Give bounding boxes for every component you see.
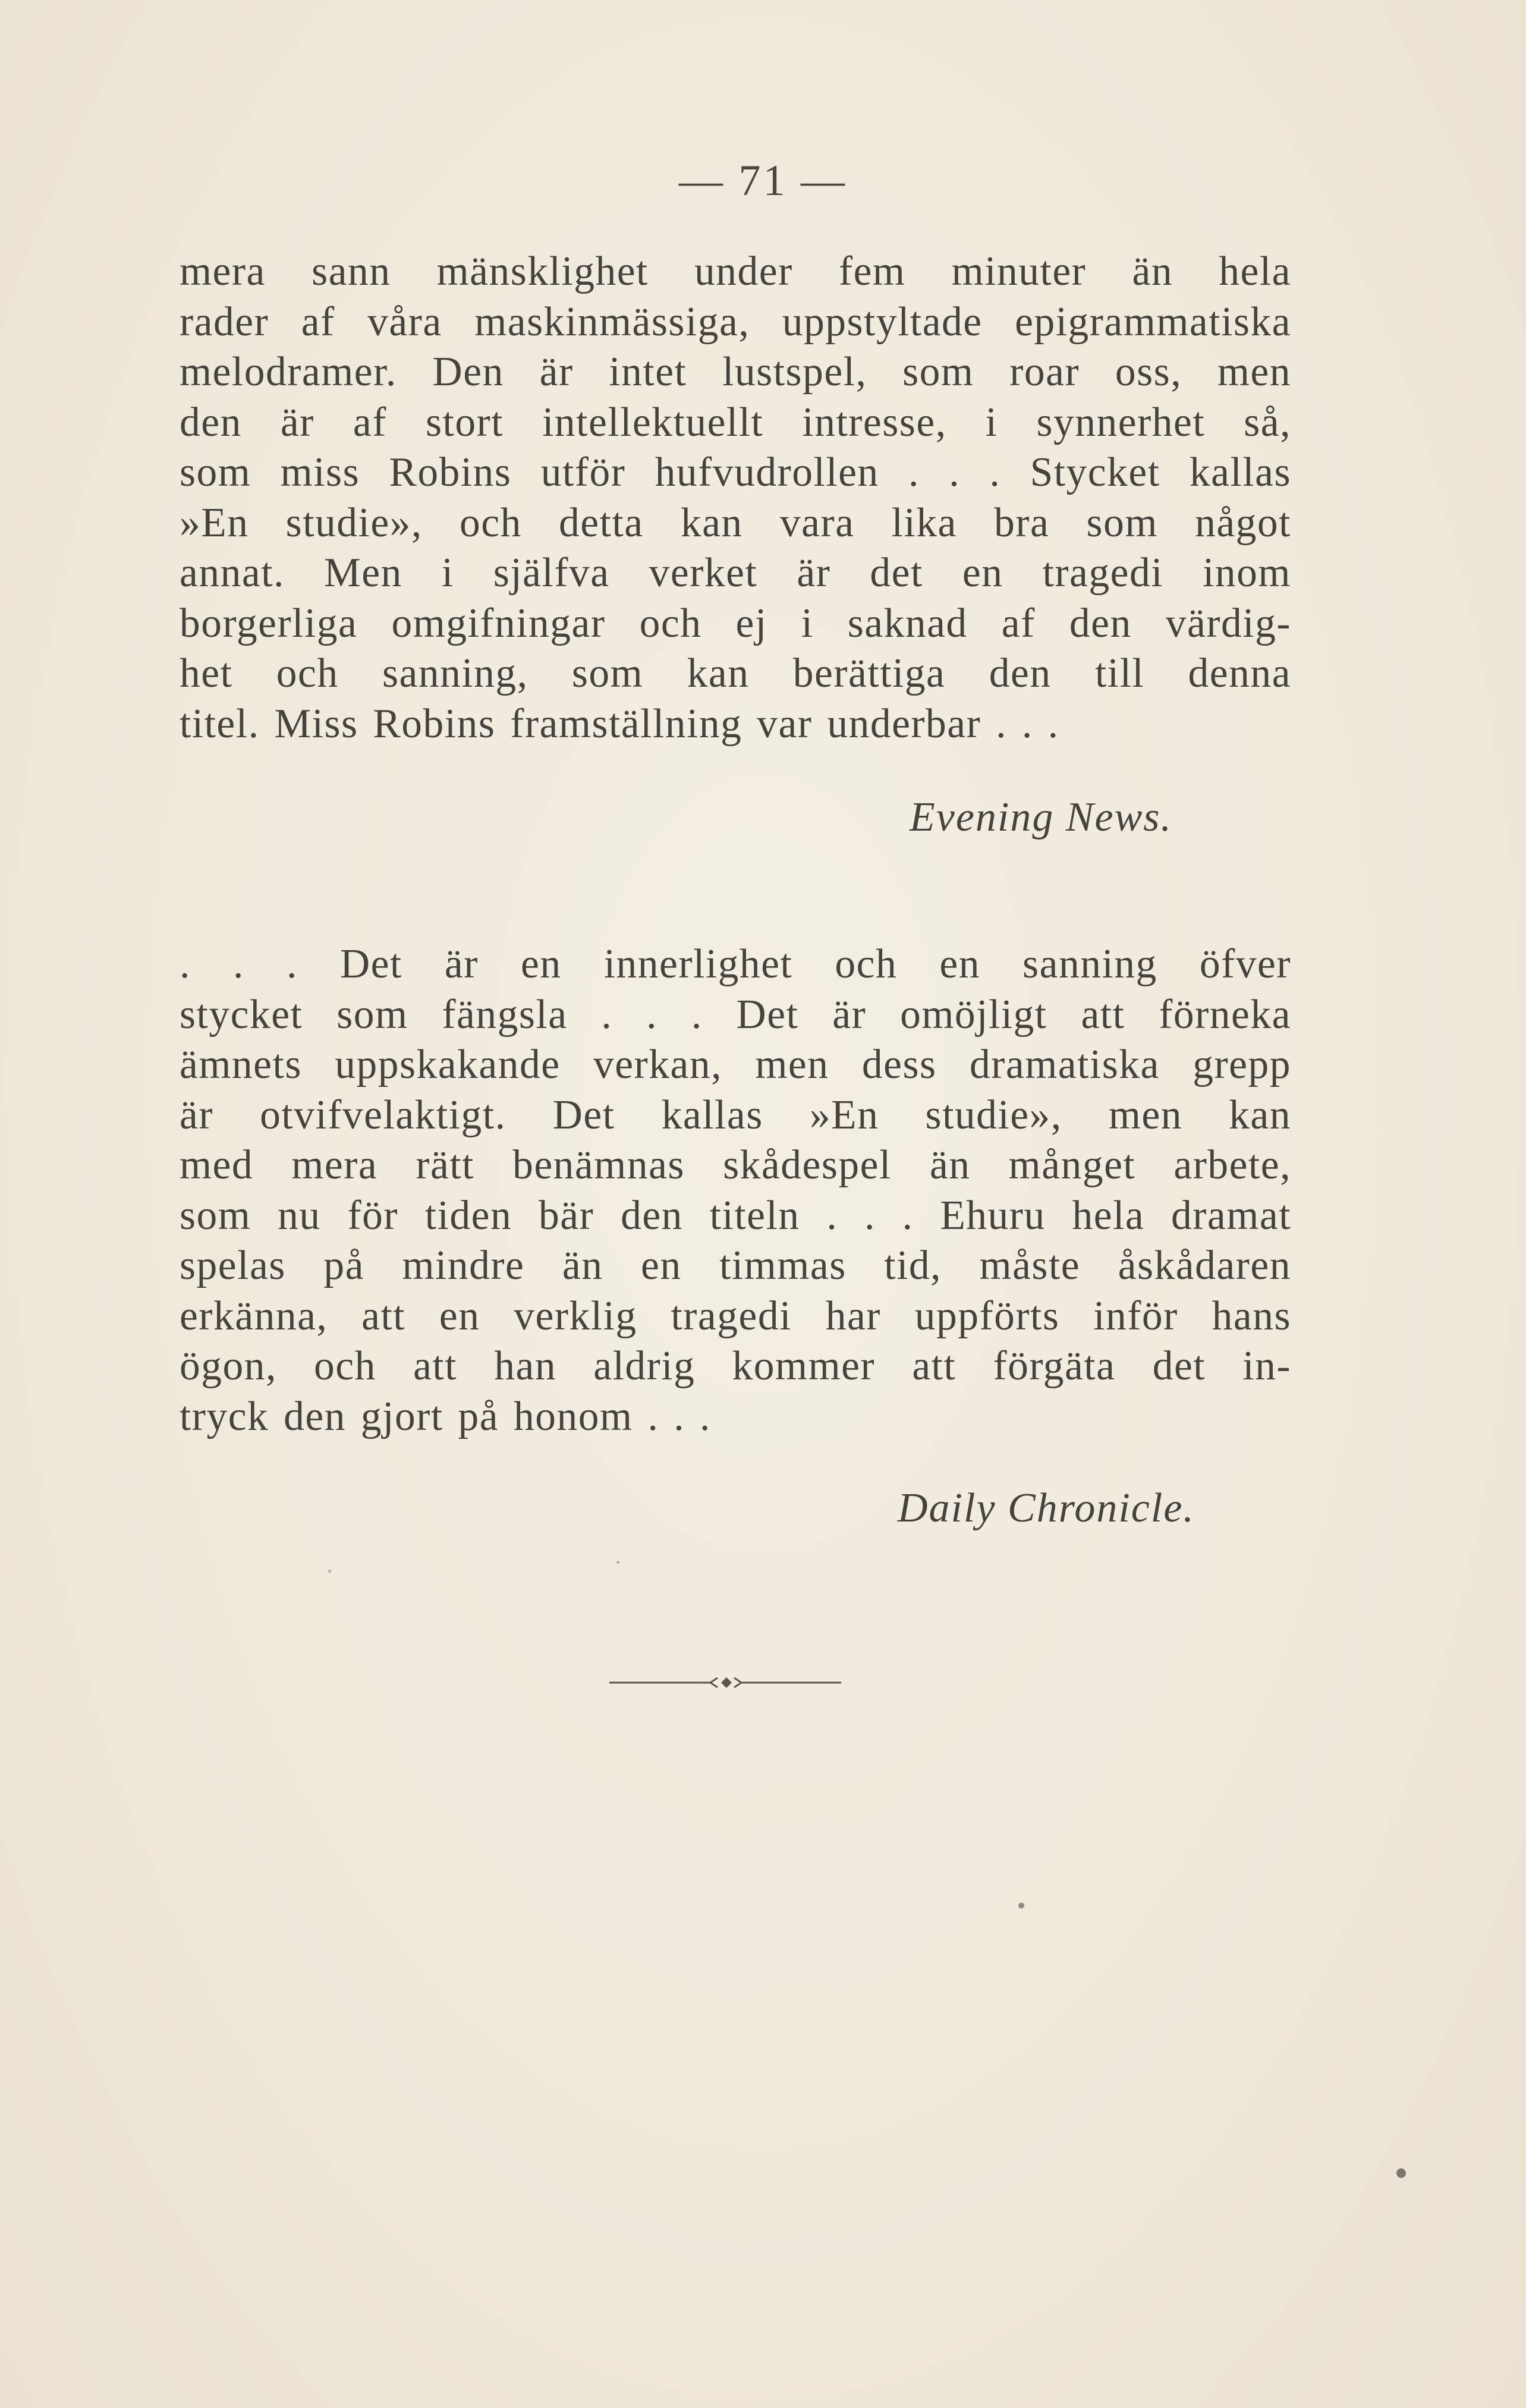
text-line: ämnets uppskakande verkan, men dess dramatiska grepp (180, 1042, 1291, 1087)
text-line: stycket som fängsla . . . Det är omöjligt att förneka (180, 991, 1291, 1038)
paper-speck (328, 1570, 331, 1573)
text-line: erkänna, att en verklig tragedi har uppförts inför hans (180, 1293, 1291, 1339)
text-line: som nu för tiden bär den titeln . . . Ehuru hela dramat (180, 1192, 1291, 1238)
text-line: spelas på mindre än en timmas tid, måste åskådaren (180, 1243, 1291, 1288)
source-attribution: Evening News. (910, 794, 1173, 840)
page-number: — 71 — (679, 156, 847, 205)
text-line: borgerliga omgifningar och ej i saknad af den värdig- (180, 600, 1291, 646)
text-line: annat. Men i själfva verket är det en tragedi inom (180, 550, 1291, 596)
text-line: rader af våra maskinmässiga, uppstyltade epigrammatiska (180, 298, 1291, 345)
text-line: »En studie», och detta kan vara lika bra som något (180, 499, 1291, 546)
review-daily-chronicle (180, 939, 1291, 1442)
paper-speck (1018, 1903, 1024, 1909)
text-line: som miss Robins utför hufvudrollen . . . Stycket kallas (180, 449, 1291, 495)
text-line: melodramer. Den är intet lustspel, som roar oss, men (180, 349, 1291, 395)
text-line: . . . Det är en innerlighet och en sanning öfver (180, 941, 1291, 987)
text-line: het och sanning, som kan berättiga den till denna (180, 650, 1291, 696)
text-line: är otvifvelaktigt. Det kallas »En studie», men kan (180, 1092, 1291, 1138)
text-line: titel. Miss Robins framställning var underbar . . . (180, 700, 1059, 747)
paper-speck (616, 1561, 619, 1564)
text-line: den är af stort intellektuellt intresse, i synnerhet så, (180, 399, 1291, 445)
review-evening-news (180, 247, 1291, 749)
text-line: tryck den gjort på honom . . . (180, 1393, 711, 1439)
fleuron-rule-icon (609, 1671, 841, 1695)
text-line: ögon, och att han aldrig kommer att förgäta det in- (180, 1343, 1291, 1389)
source-attribution: Daily Chronicle. (898, 1485, 1195, 1531)
text-line: mera sann mänsklighet under fem minuter än hela (180, 249, 1291, 294)
paper-speck (1396, 2168, 1406, 2178)
text-line: med mera rätt benämnas skådespel än månget arbete, (180, 1142, 1291, 1188)
